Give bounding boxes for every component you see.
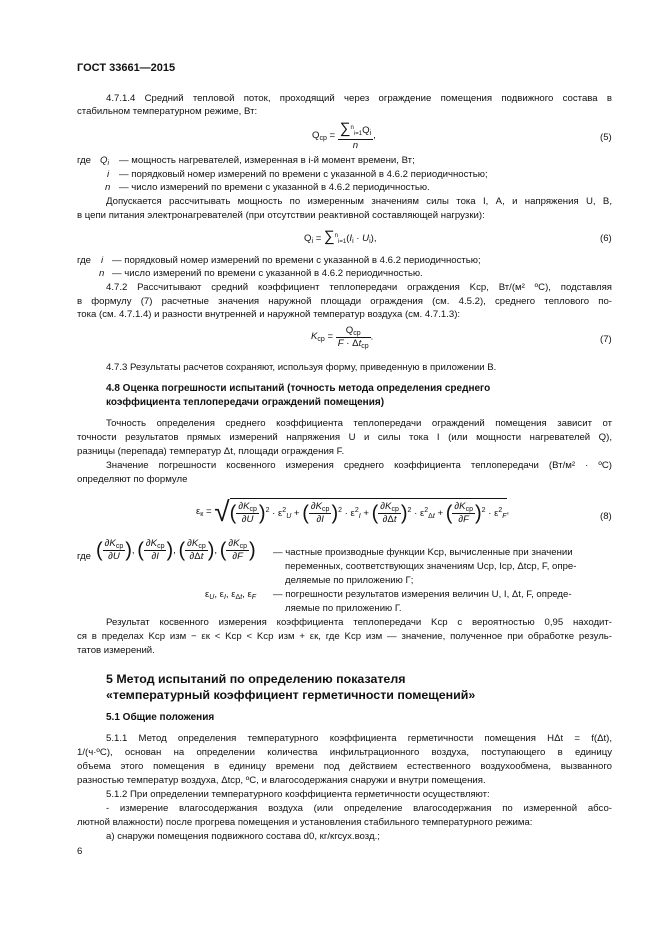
- formula-8: $\varepsilon_к$ = √( $\frac{\partial K_{ср}}{\partial U}$ )$^2 \cdot \varepsilon^2_U$ + ( $\frac{\partial K_{ср}}{\partial I}$ )$^2 \cdot \varepsilon^2_I$ + ( $\frac{\partial K_{ср}}{\partial\Delta t}$ )$^2 \cdot \varepsilon^2_{\Delta t}$ + ( $\frac{\partial K_{ср}}{\partial F}$ )$^2 \cdot \varepsilon^2_F$,: [196, 496, 510, 527]
- definition: — мощность нагревателей, измеренная в i-й момент времени, Вт;: [119, 155, 415, 166]
- paragraph-line: в цепи питания электронагревателей (при отсутствии реактивной составляющей нагрузки):: [77, 210, 485, 221]
- definition: — число измерений по времени с указанной в 4.6.2 периодичностью.: [119, 182, 430, 193]
- definition: переменных, соответствующих значениям Uср, Iср, Δtср, F, опре-: [285, 561, 577, 572]
- section-title: «температурный коэффициент герметичности помещений»: [106, 688, 476, 702]
- section-title: 5 Метод испытаний по определению показателя: [106, 672, 406, 686]
- equation-number: (7): [600, 334, 612, 345]
- text-span: точности результатов прямых измерений напряжения U и силы тока I (или мощности нагревателей Q),: [77, 432, 612, 443]
- text-span: Значение погрешности косвенного измерения среднего коэффициента теплопередачи (Вт/м² · ºС): [106, 460, 612, 471]
- paragraph-line: [77, 93, 612, 105]
- where-label: где: [77, 551, 92, 562]
- text-span: 4.7.1.4 Средний тепловой поток, проходящий через ограждение помещения подвижного состава в: [106, 93, 612, 104]
- text-span: Результат косвенного измерения коэффициента теплопередачи Kср с вероятностью 0,95 находит-: [106, 617, 612, 628]
- paragraph-line: [77, 761, 612, 773]
- subsection-title: 5.1 Общие положения: [106, 712, 215, 723]
- text-span: - измерение влагосодержания воздуха (или определение влагосодержания по измеренной абсо-: [106, 803, 612, 814]
- paragraph-line: стабильном температурном режиме, Вт:: [77, 106, 258, 117]
- paragraph-line: а) снаружи помещения подвижного состава d0, кг/кгсух.возд.;: [106, 831, 380, 842]
- section-heading: коэффициента теплопередачи ограждений помещения): [106, 397, 385, 408]
- paragraph-line: [77, 282, 612, 294]
- paragraph-line: [77, 460, 612, 472]
- symbol: i: [107, 169, 110, 180]
- paragraph-line: [77, 617, 612, 629]
- page-number: 6: [77, 846, 83, 857]
- symbol: n: [105, 182, 111, 193]
- text-span: объема этого помещения в единицу времени под действием естественного воздухообмена, вызванного: [77, 761, 612, 772]
- definition: — порядковый номер измерений по времени с указанной в 4.6.2 периодичностью;: [112, 255, 481, 266]
- symbol: $\varepsilon_U$, $\varepsilon_I$, $\varepsilon_{\Delta t}$, $\varepsilon_F$: [205, 589, 257, 601]
- definition: — частные производные функции Kср, вычисленные при значении: [273, 547, 573, 558]
- paragraph-line: определяют по формуле: [77, 474, 188, 485]
- paragraph-line: лютной влажности) после прогрева помещения и установления стабильного температурного режима:: [77, 817, 533, 828]
- equation-number: (5): [600, 132, 612, 143]
- text-span: 4.7.2 Рассчитывают средний коэффициент теплопередачи ограждения Kср, Вт/(м² ºС), подставляя: [106, 282, 612, 293]
- text-span: Допускается рассчитывать мощность по измеренным значениям силы тока I, А, и напряжения U, В,: [106, 196, 612, 207]
- paragraph-line: 5.1.2 При определении температурного коэффициента герметичности осуществляют:: [106, 789, 490, 800]
- definition: ляемые по приложению Г.: [285, 603, 402, 614]
- paragraph-line: [77, 631, 612, 643]
- paragraph-line: 4.7.3 Результаты расчетов сохраняют, используя форму, приведенную в приложении В.: [106, 362, 497, 373]
- definition: — погрешности результатов измерения величин U, I, Δt, F, опреде-: [273, 589, 572, 600]
- paragraph-line: разностью температур воздуха, Δtср, ºС, и влагосодержания снаружи и внутри помещения.: [77, 775, 486, 786]
- symbol: i: [101, 255, 104, 266]
- symbol: $Q_i$: [100, 155, 110, 167]
- paragraph-line: тока (см. 4.7.1.4) и разности внутренней и наружной температур воздуха (см. 4.7.1.3):: [77, 309, 461, 320]
- document-header: ГОСТ 33661—2015: [77, 62, 176, 74]
- formula-5: $Q_{ср}$ = $\frac{\sum^n_{i=1}Q_i}{n}$ ,: [312, 120, 376, 151]
- paragraph-line: разницы (перепада) температур Δt, площади ограждения F.: [77, 446, 345, 457]
- paragraph-line: [77, 196, 612, 208]
- paragraph-line: [77, 803, 612, 815]
- section-heading: 4.8 Оценка погрешности испытаний (точность метода определения среднего: [106, 383, 491, 394]
- text-span: 1/(ч·ºС), основан на определении количества инфильтрационного воздуха, поступающего в единицу: [77, 747, 612, 758]
- equation-number: (6): [600, 233, 612, 244]
- paragraph-line: [77, 733, 612, 745]
- formula-6: $Q_i = \sum^n_{i=1}(I_i \cdot U_i)$,: [304, 228, 377, 245]
- definition: — порядковый номер измерений по времени с указанной в 4.6.2 периодичностью;: [119, 169, 488, 180]
- paragraph-line: [77, 747, 612, 759]
- paragraph-line: татов измерений.: [77, 645, 155, 656]
- formula-7: $K_{ср}$ = $\frac{Q_{ср}}{F \cdot \Delta t_{ср}}$ .: [311, 325, 374, 350]
- text-span: в формулу (7) расчетные значения наружной площади ограждения (см. 4.5.2), среднего теплового по-: [77, 296, 612, 307]
- where-label: где: [77, 255, 92, 266]
- text-span: ся в пределах Kср изм − εк < Kср < Kср изм + εк, где Kср изм — значение, полученное при обработке резуль-: [77, 631, 612, 642]
- paragraph-line: [77, 432, 612, 444]
- text-span: 5.1.1 Метод определения температурного коэффициента герметичности помещения HΔt = f(Δt),: [106, 733, 612, 744]
- symbol: n: [99, 268, 105, 279]
- equation-number: (8): [600, 511, 612, 522]
- partial-derivatives: ( $\frac{\partial K_{ср}}{\partial U}$ ), ( $\frac{\partial K_{ср}}{\partial I}$ ), ( $\frac{\partial K_{ср}}{\partial\Delta t}$ ), ( $\frac{\partial K_{ср}}{\partial F}$ ): [96, 538, 256, 562]
- text-span: Точность определения среднего коэффициента теплопередачи ограждений помещения зависит от: [106, 418, 612, 429]
- definition: деляемые по приложению Г;: [285, 575, 414, 586]
- where-label: где: [77, 155, 92, 166]
- paragraph-line: [77, 418, 612, 430]
- definition: — число измерений по времени с указанной в 4.6.2 периодичностью.: [112, 268, 423, 279]
- paragraph-line: [77, 296, 612, 308]
